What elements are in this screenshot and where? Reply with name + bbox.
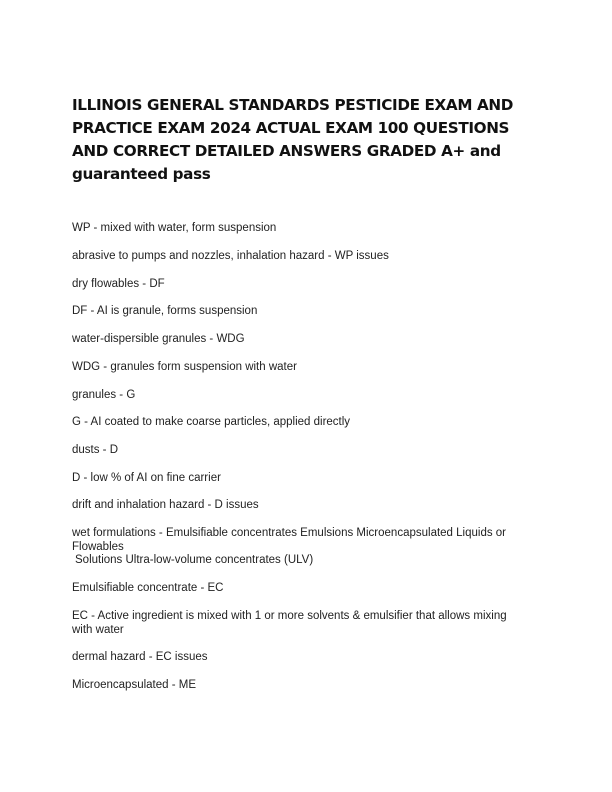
item-text-line-1: wet formulations - Emulsifiable concentrates Emulsions Microencapsulated Liquids or <box>72 527 507 539</box>
item-text: water-dispersible granules - WDG <box>72 333 245 345</box>
list-item <box>72 222 542 236</box>
item-text: dusts - D <box>72 444 119 456</box>
item-text-line-3: Solutions Ultra-low-volume concentrates (ULV) <box>75 554 314 567</box>
item-text-line-1: EC - Active ingredient is mixed with 1 or more solvents & emulsifier that allows mixing <box>72 610 507 622</box>
list-item <box>72 278 542 292</box>
list-item <box>72 333 542 347</box>
list-item <box>72 499 542 513</box>
list-item <box>72 250 542 264</box>
item-text: dermal hazard - EC issues <box>72 651 208 663</box>
item-text: dry flowables - DF <box>72 278 165 290</box>
list-item <box>72 416 542 430</box>
item-text: WP - mixed with water, form suspension <box>72 222 277 234</box>
list-item <box>72 527 542 568</box>
document-title: ILLINOIS GENERAL STANDARDS PESTICIDE EXAM AND PRACTICE EXAM 2024 ACTUAL EXAM 100 QUESTIONS AND CORRECT DETAILED ANSWERS GRADED A+ and guaranteed pass <box>72 96 514 183</box>
item-text: drift and inhalation hazard - D issues <box>72 499 259 511</box>
list-item <box>72 305 542 319</box>
list-item <box>72 582 542 596</box>
list-item <box>72 389 542 403</box>
item-text-line-2: Flowables <box>72 540 124 553</box>
list-item <box>72 472 542 486</box>
item-text: abrasive to pumps and nozzles, inhalation hazard - WP issues <box>72 250 389 262</box>
list-item <box>72 610 542 637</box>
list-item <box>72 361 542 375</box>
item-text: G - AI coated to make coarse particles, applied directly <box>72 416 351 428</box>
item-text: D - low % of AI on fine carrier <box>72 472 221 484</box>
item-text: granules - G <box>72 389 136 401</box>
list-item <box>72 679 542 693</box>
list-item <box>72 651 542 665</box>
item-text: WDG - granules form suspension with water <box>72 361 297 373</box>
item-text: Emulsifiable concentrate - EC <box>72 582 224 594</box>
item-text: DF - AI is granule, forms suspension <box>72 305 258 317</box>
item-text: Microencapsulated - ME <box>72 679 196 691</box>
list-item <box>72 444 542 458</box>
item-text-line-2: with water <box>72 623 124 636</box>
